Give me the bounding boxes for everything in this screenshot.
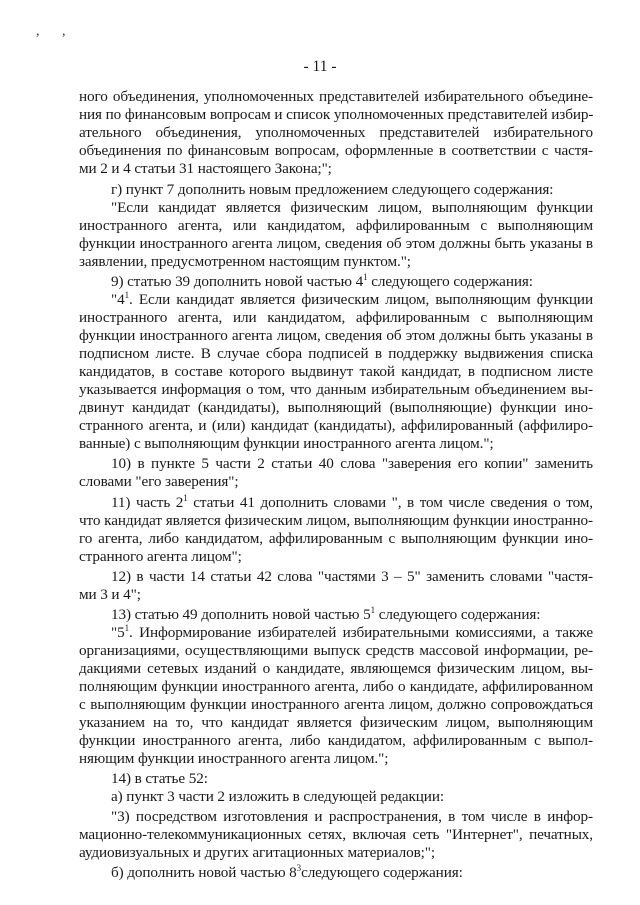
text-line: указывается информация о том, что данным избирательным объединением вы- (79, 381, 593, 398)
text-line: а) пункт 3 части 2 изложить в следующей редакции: (111, 788, 444, 805)
text-line: полняющим функции иностранного агента, либо о кандидате, аффилированном (79, 678, 593, 695)
text-line: мационно-телекоммуникационных сетях, включая сеть "Интернет", печатных, (79, 826, 593, 843)
text-line: указанием на то, что кандидат является физическим лицом, выполняющим (79, 714, 593, 731)
text-line: го агента, либо кандидатом, аффилированным с выполняющим функции ино- (79, 530, 593, 547)
text-line: с выполняющим функции иностранного агента лицом, должно сопровождаться (79, 696, 593, 713)
text-line: "$4^1$. Если кандидат является физическим лицом, выполняющим функции (111, 290, 593, 308)
text-line: 10) в пункте 5 части 2 статьи 40 слова "заверения его копии" заменить (111, 455, 593, 472)
text-line: объединения по финансовым вопросам, оформленные в соответствии с частя- (79, 142, 593, 159)
text-line: 9) статью 39 дополнить новой частью $4^1$ следующего содержания: (111, 272, 533, 290)
page-number: - 11 - (303, 58, 337, 75)
text-line: иностранного агента, или кандидатом, аффилированным с выполняющим (79, 309, 593, 326)
text-line: функции иностранного агента, либо кандидатом, аффилированным с выпол- (79, 732, 593, 749)
text-line: дакциями сетевых изданий о кандидате, являющемся физическим лицом, вы- (79, 660, 593, 677)
text-line: 11) часть $2^1$ статьи 41 дополнить словами ", в том числе сведения о том, (111, 493, 594, 511)
text-line: заявлении, предусмотренном настоящим пунктом."; (79, 253, 411, 270)
text-line: иностранного агента, или кандидатом, аффилированным с выполняющим (79, 217, 593, 234)
text-line: ния по финансовым вопросам и список уполномоченных представителей избир- (79, 106, 594, 123)
text-line: 13) статью 49 дополнить новой частью $5^1$ следующего содержания: (111, 605, 541, 623)
text-line: "Если кандидат является физическим лицом, выполняющим функции (111, 199, 593, 216)
text-line: подписном листе. В случае сбора подписей в поддержку выдвижения списка (79, 345, 593, 362)
text-line: няющим функции иностранного агента лицом."; (79, 750, 389, 767)
text-line: "3) посредством изготовления и распространения, в том числе в инфор- (111, 808, 593, 825)
scan-mark: , (36, 24, 40, 39)
text-line: организациями, осуществляющими выпуск средств массовой информации, ре- (79, 642, 593, 659)
text-line: словами "его заверения"; (79, 473, 239, 490)
text-line: аудиовизуальных и других агитационных материалов;"; (79, 844, 435, 861)
text-line: "$5^1$. Информирование избирателей избирательными комиссиями, а также (111, 623, 593, 641)
text-line: функции иностранного агента лицом, сведения об этом должны быть указаны в (79, 327, 593, 344)
text-line: ванные) с выполняющим функции иностранного агента лицом."; (79, 435, 494, 452)
text-line: г) пункт 7 дополнить новым предложением следующего содержания: (111, 181, 554, 198)
text-line: странного агента, и (или) кандидат (кандидаты), аффилированный (аффилиро- (79, 417, 593, 434)
text-line: ми 3 и 4"; (79, 586, 141, 603)
scan-mark: , (62, 24, 66, 39)
text-line: странного агента лицом"; (79, 548, 242, 565)
text-line: ательного объединения, уполномоченных представителей избирательного (79, 124, 593, 141)
text-line: ми 2 и 4 статьи 31 настоящего Закона;"; (79, 160, 332, 177)
text-line: 12) в части 14 статьи 42 слова "частями 3 – 5" заменить словами "частя- (111, 568, 593, 585)
text-line: б) дополнить новой частью $8^3следующего$ содержания: (111, 863, 463, 881)
text-line: ного объединения, уполномоченных представителей избирательного объедине- (79, 88, 593, 105)
text-line: двинут кандидат (кандидаты), выполняющий (выполняющие) функции ино- (79, 399, 593, 416)
text-line: что кандидат является физическим лицом, выполняющим функции иностранно- (79, 512, 593, 529)
text-line: кандидатов, в составе которого выдвинут такой кандидат, в подписном листе (79, 363, 593, 380)
text-line: функции иностранного агента лицом, сведения об этом должны быть указаны в (79, 235, 593, 252)
text-line: 14) в статье 52: (111, 770, 208, 787)
